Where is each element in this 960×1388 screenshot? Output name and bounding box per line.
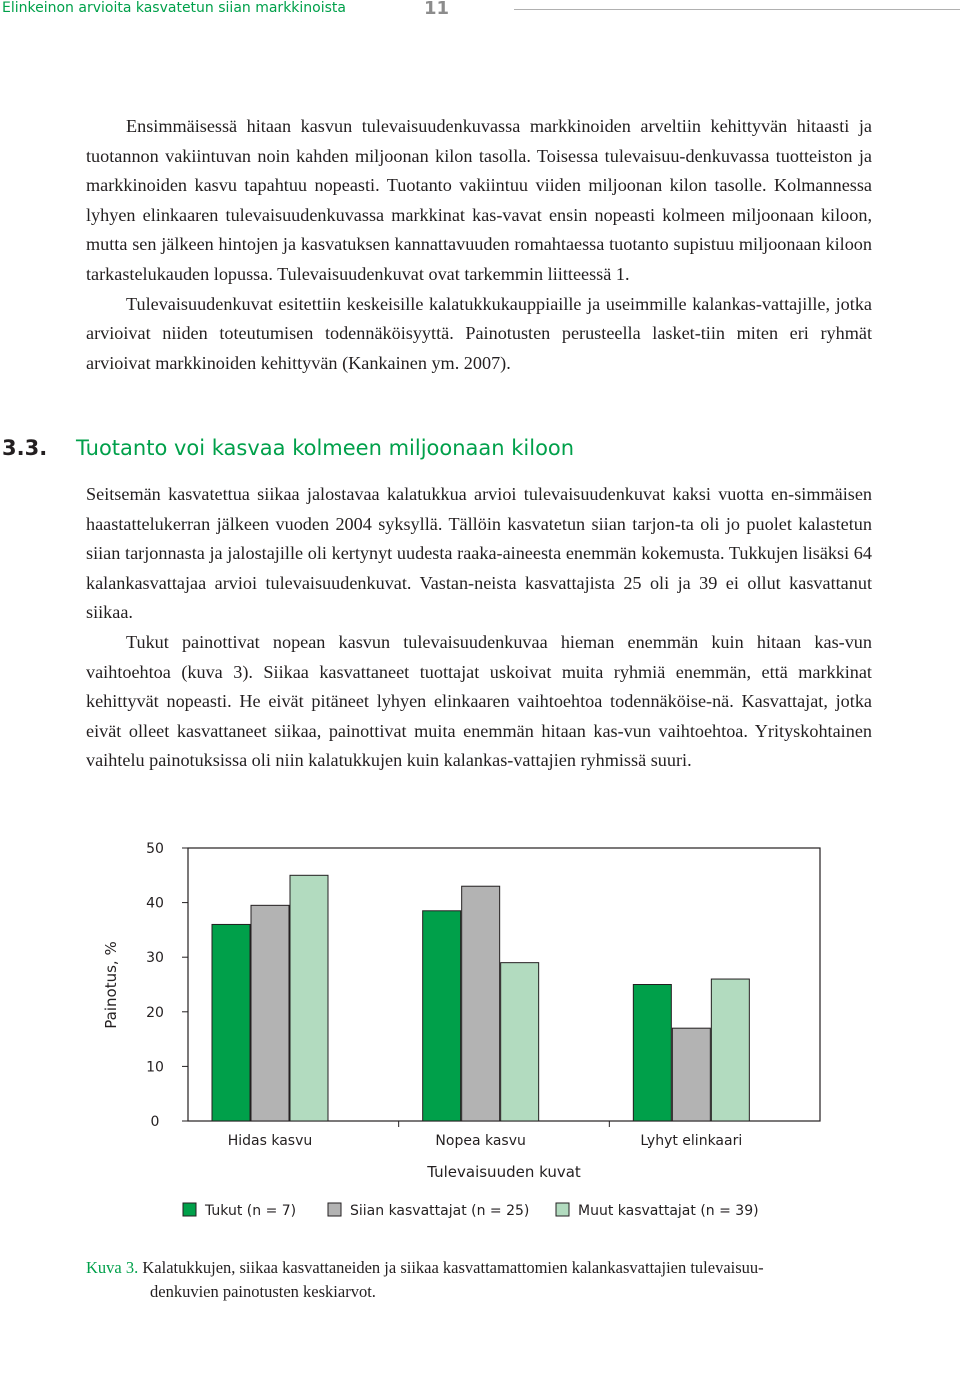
body-text-intro xyxy=(86,112,872,378)
legend-label: Tukut (n = 7) xyxy=(205,1203,297,1219)
y-tick-label: 0 xyxy=(150,1114,160,1130)
bar-chart xyxy=(0,830,960,1230)
caption-label: Kuva 3. xyxy=(86,1258,139,1277)
header-rule xyxy=(514,9,960,10)
y-tick-label: 20 xyxy=(146,1004,164,1021)
y-axis-title: Painotus, % xyxy=(102,941,120,1029)
x-category-label: Hidas kasvu xyxy=(227,1133,313,1149)
bar xyxy=(672,1028,710,1121)
legend-swatch xyxy=(328,1203,341,1216)
bar xyxy=(501,963,539,1121)
legend-swatch xyxy=(183,1203,196,1216)
running-header xyxy=(0,0,960,24)
y-tick-label: 50 xyxy=(146,841,164,857)
y-tick-label: 10 xyxy=(146,1059,164,1076)
bar xyxy=(251,905,289,1121)
legend-swatch xyxy=(556,1203,569,1216)
paragraph: Ensimmäisessä hitaan kasvun tulevaisuudenkuvassa markkinoiden arveltiin kehittyvän hitaasti ja tuotannon vakiintuvan noin kahden miljoonan kilon tasolla. Toisessa tulevaisuu-denkuvassa tuotteiston ja markkinoiden kasvu tapahtuu nopeasti. Tuotanto vakiintuu viiden miljoonan kilon tasolle. Kolmannessa lyhyen elinkaaren tulevaisuudenkuvassa markkinat kas-vavat ensin nopeasti kolmeen miljoonaan kiloon, mutta sen jälkeen hintojen ja kasvatuksen kannattavuuden romahtaessa tuotanto supistuu miljoonaan kiloon tarkastelukauden lopussa. Tulevaisuudenkuvat ovat tarkemmin liitteessä 1. xyxy=(86,116,872,284)
paragraph: Seitsemän kasvatettua siikaa jalostavaa kalatukkua arvioi tulevaisuudenkuvat kaksi vuotta en-simmäisen haastattelukerran jälkeen vuoden 2004 syksyllä. Tällöin kasvatetun siian tarjon-ta oli jo puolet kalastetun siian tarjonnasta ja jalostajille oli kertynyt uudesta raaka-aineesta enemmän kokemusta. Tukkujen lisäksi 64 kalankasvattajaa arvioi tulevaisuudenkuvat. Vastan-neista kasvattajista 25 oli ja 39 ei ollut kasvattanut siikaa. xyxy=(86,484,872,623)
bar xyxy=(711,979,749,1121)
section-title: Tuotanto voi kasvaa kolmeen miljoonaan kiloon xyxy=(76,436,575,460)
x-category-label: Nopea kasvu xyxy=(435,1133,526,1149)
page-number: 11 xyxy=(424,0,450,19)
bar xyxy=(212,924,250,1121)
x-axis-title: Tulevaisuuden kuvat xyxy=(427,1163,581,1181)
bar-chart-svg xyxy=(0,830,960,1230)
bar xyxy=(633,985,671,1122)
figure-caption xyxy=(86,1256,876,1304)
legend-label: Siian kasvattajat (n = 25) xyxy=(350,1203,530,1219)
bar xyxy=(462,886,500,1121)
running-title: Elinkeinon arvioita kasvatetun siian markkinoista xyxy=(2,0,346,16)
y-tick-label: 40 xyxy=(146,895,164,912)
section-number: 3.3. xyxy=(2,436,48,460)
y-tick-label: 30 xyxy=(146,950,164,967)
x-category-label: Lyhyt elinkaari xyxy=(640,1133,743,1149)
paragraph: Tulevaisuudenkuvat esitettiin keskeisille kalatukkukauppiaille ja useimmille kalankas-vattajille, jotka arvioivat niiden toteutumisen todennäköisyyttä. Painotusten perusteella lasket-tiin miten eri ryhmät arvioivat markkinoiden kehittyvän (Kankainen ym. 2007). xyxy=(86,293,872,373)
paragraph: Tukut painottivat nopean kasvun tulevaisuudenkuvaa hieman enemmän kuin hitaan kas-vun vaihtoehtoa (kuva 3). Siikaa kasvattaneet tuottajat uskoivat muita ryhmiä enemmän, että markkinat kehittyvät nopeasti. He eivät pitäneet lyhyen elinkaaren vaihtoehtoa todennäköise-nä. Kasvattajat, jotka eivät olleet kasvattaneet siikaa, painottivat muita enemmän hitaan kas-vun vaihtoehtoa. Yrityskohtainen vaihtelu painotuksissa oli niin kalatukkujen kuin kalankas-vattajien ryhmissä suuri. xyxy=(86,631,872,771)
caption-text-line1: Kalatukkujen, siikaa kasvattaneiden ja siikaa kasvattamattomien kalankasvattajien tulevaisuu- xyxy=(142,1258,764,1277)
bar xyxy=(290,875,328,1121)
bar xyxy=(423,911,461,1121)
caption-text-line2: denkuvien painotusten keskiarvot. xyxy=(150,1282,376,1301)
legend-label: Muut kasvattajat (n = 39) xyxy=(578,1203,759,1219)
body-text-section xyxy=(86,480,872,776)
